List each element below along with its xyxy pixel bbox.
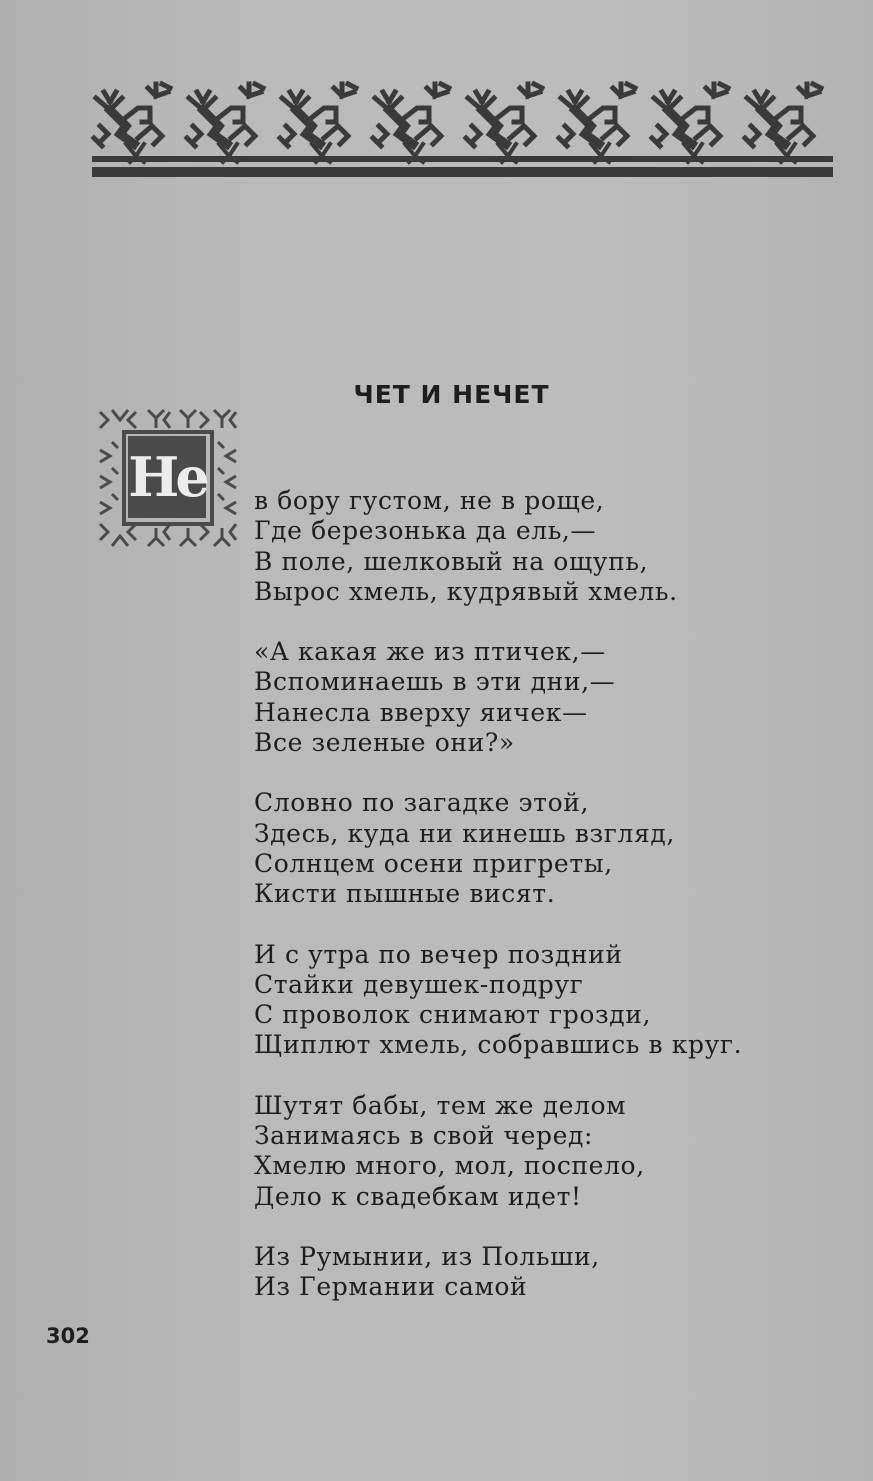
poem-line: Где березонька да ель,—	[254, 516, 597, 546]
stanza	[254, 637, 814, 758]
stanza	[254, 1091, 814, 1212]
poem-line: Шутят бабы, тем же делом	[254, 1090, 627, 1120]
poem-line: Нанесла вверху яичек—	[254, 697, 588, 727]
poem-line: Словно по загадке этой,	[254, 788, 590, 818]
poem-title: ЧЕТ И НЕЧЕТ	[353, 380, 550, 409]
poem-line: в бору густом, не в роще,	[254, 486, 605, 515]
poem-line: Из Германии самой	[254, 1272, 528, 1302]
poem-line: В поле, шелковый на ощупь,	[254, 546, 649, 576]
stanza	[254, 486, 814, 607]
poem-line: Здесь, куда ни кинешь взгляд,	[254, 818, 675, 848]
stanza	[254, 1242, 814, 1303]
poem-line: Все зеленые они?»	[254, 728, 515, 758]
poem-line: И с утра по вечер поздний	[254, 939, 623, 969]
stanza	[254, 788, 814, 909]
poem-line: Вспоминаешь в эти дни,—	[254, 667, 616, 697]
poem-line: Щиплют хмель, собравшись в круг.	[254, 1030, 743, 1060]
poem-line: Солнцем осени пригреты,	[254, 848, 613, 878]
poem-line: Из Румынии, из Польши,	[254, 1241, 600, 1271]
page-number: 302	[46, 1324, 90, 1348]
stanza	[254, 940, 814, 1061]
ornament-border-icon	[90, 72, 835, 184]
poem-line: Стайки девушек-подруг	[254, 969, 584, 999]
poem-line: Вырос хмель, кудрявый хмель.	[254, 576, 678, 606]
poem-line: С проволок снимают грозди,	[254, 1000, 652, 1030]
poem-line: «А какая же из птичек,—	[254, 637, 606, 667]
poem-line: Кисти пышные висят.	[254, 879, 556, 909]
poem-line: Дело к свадебкам идет!	[254, 1181, 582, 1211]
poem-body	[254, 486, 814, 1333]
poem-line: Занимаясь в свой черед:	[254, 1121, 593, 1151]
dropcap-letters: Не	[128, 436, 206, 518]
poem-line: Хмелю много, мол, поспело,	[254, 1151, 645, 1181]
